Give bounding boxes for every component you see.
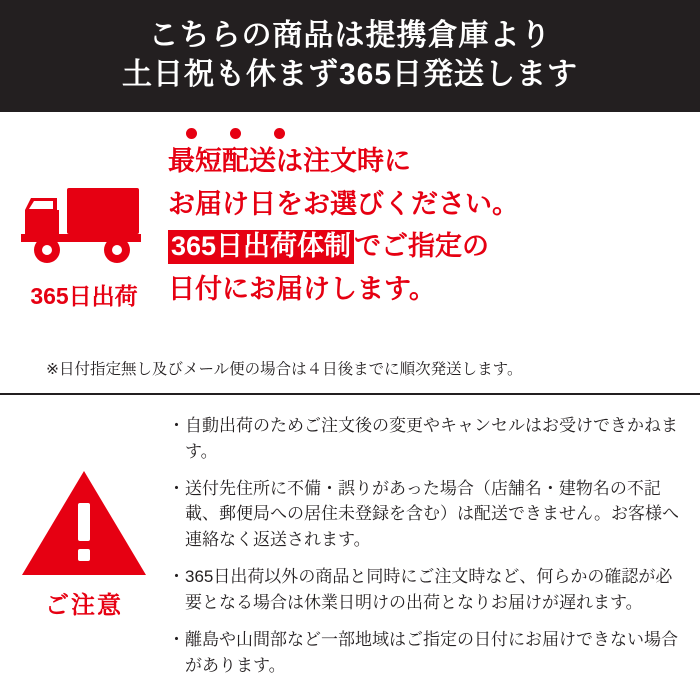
shipping-line-1: 最短配送は注文時に [168,146,411,176]
decorative-dots [186,128,285,139]
list-item-text: 離島や山間部など一部地域はご指定の日付にお届けできない場合があります。 [185,629,678,675]
banner-header [0,0,700,112]
shipping-line-3-rest: でご指定の [354,231,490,262]
dot-1 [186,128,197,139]
bullet-mark: ・ [168,567,185,587]
delivery-truck-icon [21,180,147,266]
shipping-text-block [168,122,700,393]
truck-badge [0,122,168,393]
caution-list [168,405,700,700]
header-line-2: 土日祝も休まず365日発送します [121,58,579,91]
bullet-mark: ・ [168,629,185,649]
warning-triangle-icon [20,467,148,579]
list-item [168,413,682,465]
bullet-mark: ・ [168,416,185,435]
list-item [168,627,682,679]
shipping-highlight: 365日出荷体制 [168,230,354,264]
caution-badge [0,405,168,700]
shipping-line-2: お届け日をお選びください。 [168,188,519,219]
caution-section [0,395,700,700]
shipping-line-4: 日付にお届けします。 [168,273,436,304]
bullet-mark: ・ [168,478,185,498]
dot-2 [230,128,241,139]
shipping-note: ※日付指定無し及びメール便の場合は４日後までに順次発送します。 [46,361,523,378]
shipping-section [0,112,700,395]
list-item [168,476,682,553]
caution-label: ご注意 [45,592,123,619]
list-item-text: 365日出荷以外の商品と同時にご注文時など、何らかの確認が必要となる場合は休業日明けの出荷となりお届けが遅れます。 [185,567,673,612]
header-line-1: こちらの商品は提携倉庫より [148,19,552,53]
list-item-text: 送付先住所に不備・誤りがあった場合（店舗名・建物名の不記載、郵便局への居住未登録を含む）は配送できません。お客様へ連絡なく返送されます。 [185,478,680,550]
list-item [168,564,682,616]
list-item-text: 自動出荷のためご注文後の変更やキャンセルはお受けできかねます。 [185,416,678,461]
truck-label: 365日出荷 [30,283,138,309]
shipping-line-3 [168,225,684,268]
dot-3 [274,128,285,139]
